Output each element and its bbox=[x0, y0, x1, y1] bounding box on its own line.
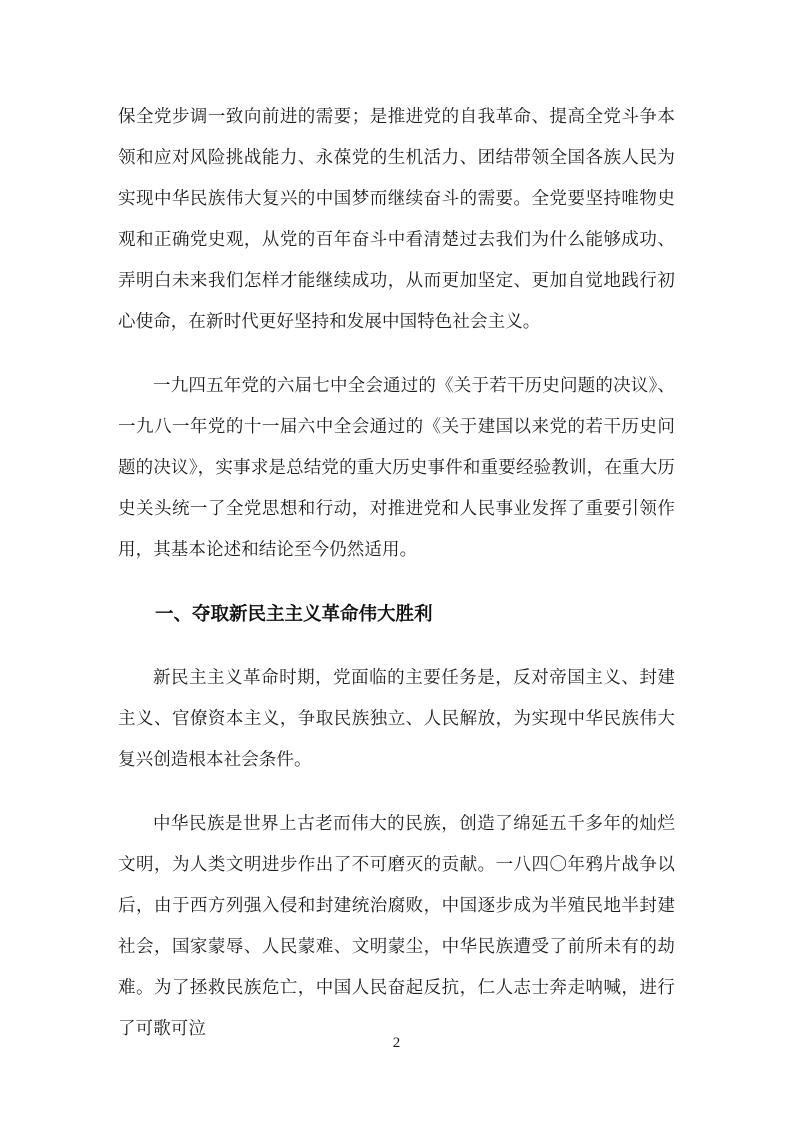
section-heading: 一、夺取新民主主义革命伟大胜利 bbox=[155, 603, 433, 624]
body-paragraph: 新民主主义革命时期，党面临的主要任务是，反对帝国主义、封建主义、官僚资本主义，争取民族独立、人民解放，为实现中华民族伟大复兴创造根本社会条件。 bbox=[118, 667, 675, 769]
document-body bbox=[118, 96, 675, 1049]
body-paragraph: 一九四五年党的六届七中全会通过的《关于若干历史问题的决议》、一九八一年党的十一届六中全会通过的《关于建国以来党的若干历史问题的决议》，实事求是总结党的重大历史事件和重要经验教训，在重大历史关头统一了全党思想和行动，对推进党和人民事业发挥了重要引领作用，其基本论述和结论至今仍然适用。 bbox=[118, 375, 675, 559]
page-number: 2 bbox=[392, 1035, 401, 1051]
body-paragraph: 保全党步调一致向前进的需要；是推进党的自我革命、提高全党斗争本领和应对风险挑战能力、永葆党的生机活力、团结带领全国各族人民为实现中华民族伟大复兴的中国梦而继续奋斗的需要。全党要坚持唯物史观和正确党史观，从党的百年奋斗中看清楚过去我们为什么能够成功、弄明白未来我们怎样才能继续成功，从而更加坚定、更加自觉地践行初心使命，在新时代更好坚持和发展中国特色社会主义。 bbox=[118, 106, 675, 331]
body-paragraph: 中华民族是世界上古老而伟大的民族，创造了绵延五千多年的灿烂文明，为人类文明进步作出了不可磨灭的贡献。一八四〇年鸦片战争以后，由于西方列强入侵和封建统治腐败，中国逐步成为半殖民地半封建社会，国家蒙辱、人民蒙难、文明蒙尘，中华民族遭受了前所未有的劫难。为了拯救民族危亡，中国人民奋起反抗，仁人志士奔走呐喊，进行了可歌可泣 bbox=[118, 813, 675, 1038]
